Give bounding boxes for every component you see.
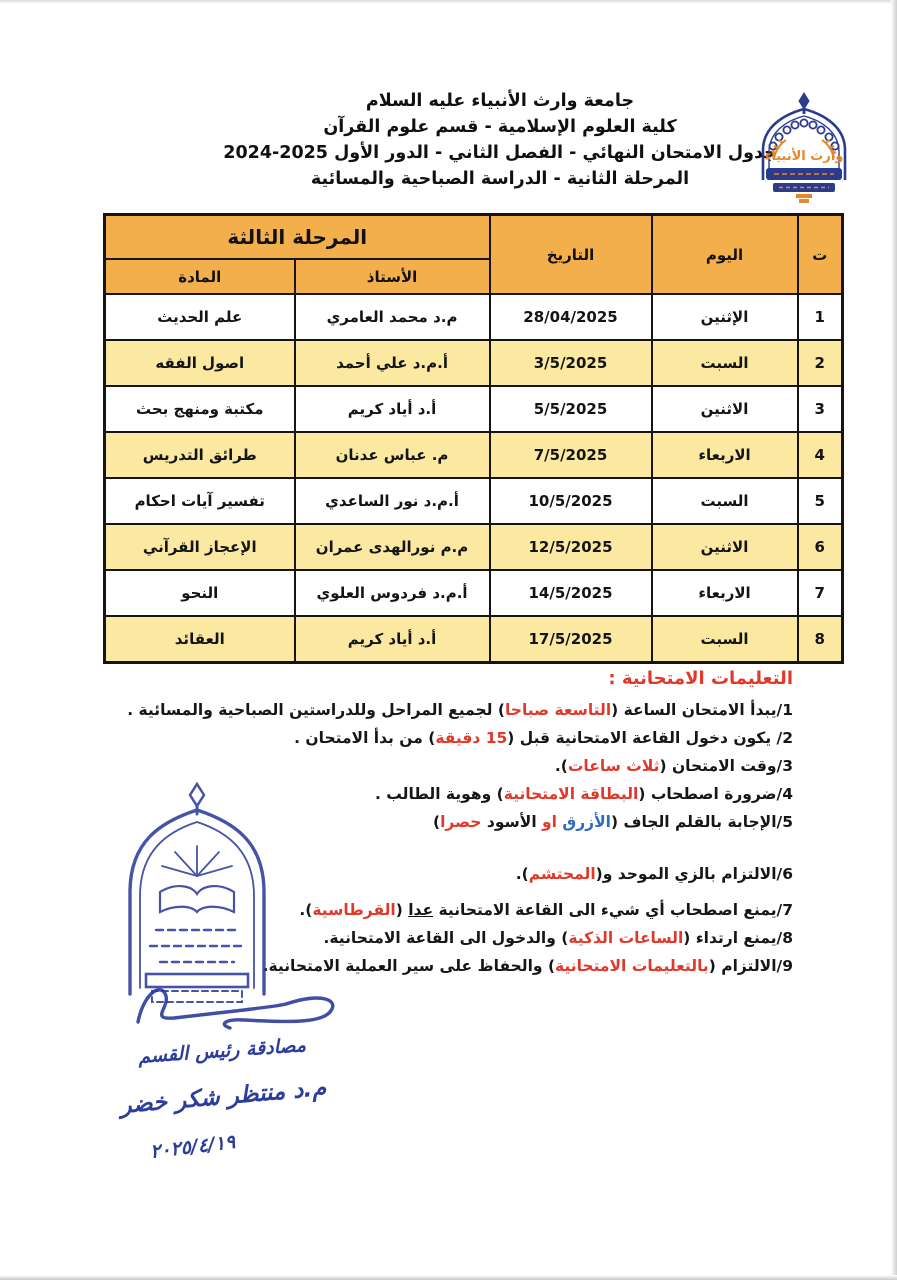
cell-date: 28/04/2025 (490, 294, 652, 340)
instruction-segment: المحتشم (528, 865, 596, 883)
cell-day: السبت (652, 340, 798, 386)
cell-professor: أ.د أياد كريم (295, 386, 490, 432)
cell-no: 3 (798, 386, 843, 432)
cell-date: 14/5/2025 (490, 570, 652, 616)
column-header-subject: المادة (105, 259, 295, 294)
signature-icon (126, 962, 351, 1047)
approval-line-name: م.د منتظر شكر خضر (119, 1075, 328, 1119)
instruction-segment: ) من بدأ الامتحان . (294, 729, 436, 747)
instruction-segment: عدا (408, 901, 434, 919)
instruction-segment: 3/وقت الامتحان ( (659, 757, 793, 775)
stage-header-cell: المرحلة الثالثة (105, 215, 490, 260)
instruction-segment: ثلاث ساعات (567, 757, 660, 775)
instruction-segment: 8/يمنع ارتداء ( (683, 929, 793, 947)
instruction-segment: التاسعة صباحا (504, 701, 612, 719)
instruction-segment: حصرا (440, 813, 482, 831)
cell-no: 2 (798, 340, 843, 386)
instruction-item (143, 752, 793, 780)
exam-table-head (105, 215, 843, 295)
instruction-item (127, 696, 793, 724)
cell-date: 3/5/2025 (490, 340, 652, 386)
cell-no: 1 (798, 294, 843, 340)
cell-day: الاثنين (652, 524, 798, 570)
cell-professor: أ.م.د فردوس العلوي (295, 570, 490, 616)
instruction-segment: 1/يبدأ الامتحان الساعة ( (611, 701, 793, 719)
cell-day: الاثنين (652, 386, 798, 432)
cell-subject: الإعجاز القرآني (105, 524, 295, 570)
instructions-title: التعليمات الامتحانية : (608, 668, 793, 689)
instruction-segment: ) والحفاظ على سير العملية الامتحانية. (262, 957, 556, 975)
university-logo-icon (746, 90, 862, 210)
instruction-segment: 2/ يكون دخول القاعة الامتحانية قبل ( (507, 729, 793, 747)
instruction-segment: القرطاسية (312, 901, 396, 919)
cell-date: 17/5/2025 (490, 616, 652, 663)
exam-table-body (105, 294, 843, 663)
table-row (105, 524, 843, 570)
instruction-segment: 9/الالتزام ( (708, 957, 793, 975)
scan-edge-right (891, 0, 897, 1280)
table-row (105, 340, 843, 386)
cell-day: الاربعاء (652, 432, 798, 478)
instruction-segment: 4/ضرورة اصطحاب ( (638, 785, 793, 803)
instruction-segment: او (542, 813, 557, 831)
header-line-stage: المرحلة الثانية - الدراسة الصباحية والمسائية (310, 169, 690, 189)
cell-day: السبت (652, 478, 798, 524)
instruction-segment: ) لجميع المراحل وللدراستين الصباحية والمسائية . (127, 701, 505, 719)
scan-edge-top (0, 0, 897, 4)
instruction-segment: 15 دقيقة (435, 729, 508, 747)
cell-no: 6 (798, 524, 843, 570)
instruction-segment: ( (395, 901, 409, 919)
approval-line-title: مصادقة رئيس القسم (137, 1034, 307, 1068)
cell-professor: م.م نورالهدى عمران (295, 524, 490, 570)
cell-date: 7/5/2025 (490, 432, 652, 478)
instruction-item (143, 724, 793, 752)
instruction-segment: ). (515, 865, 529, 883)
document-header (150, 88, 850, 192)
scan-edge-bottom (0, 1275, 897, 1280)
cell-date: 10/5/2025 (490, 478, 652, 524)
instruction-segment: الأسود (481, 813, 543, 831)
instruction-segment: 5/الإجابة بالقلم الجاف ( (610, 813, 793, 831)
cell-professor: أ.م.د نور الساعدي (295, 478, 490, 524)
instruction-segment: بالتعليمات الامتحانية (555, 957, 709, 975)
cell-subject: العقائد (105, 616, 295, 663)
cell-subject: علم الحديث (105, 294, 295, 340)
instruction-segment: 6/الالتزام بالزي الموحد و( (595, 865, 793, 883)
column-header-date: التاريخ (490, 215, 652, 295)
cell-subject: النحو (105, 570, 295, 616)
cell-day: الاربعاء (652, 570, 798, 616)
cell-no: 5 (798, 478, 843, 524)
cell-subject: مكتبة ومنهج بحث (105, 386, 295, 432)
cell-day: الإثنين (652, 294, 798, 340)
logo-banner (766, 168, 842, 203)
cell-no: 4 (798, 432, 843, 478)
column-header-no: ت (798, 215, 843, 295)
cell-subject: اصول الفقه (105, 340, 295, 386)
table-row (105, 478, 843, 524)
column-header-professor: الأستاذ (295, 259, 490, 294)
cell-no: 8 (798, 616, 843, 663)
header-line-college: كلية العلوم الإسلامية - قسم علوم القرآن (323, 117, 677, 137)
table-row (105, 432, 843, 478)
instruction-segment: الأزرق (562, 813, 611, 831)
table-row (105, 386, 843, 432)
table-row (105, 616, 843, 663)
instruction-segment: البطاقة الامتحانية (503, 785, 639, 803)
instruction-segment: ) وهوية الطالب . (374, 785, 504, 803)
instruction-segment: ) (432, 813, 441, 831)
cell-subject: تفسير آيات احكام (105, 478, 295, 524)
header-line-university: جامعة وارث الأنبياء عليه السلام (365, 91, 635, 111)
instruction-segment: 7/يمنع اصطحاب أي شيء الى القاعة الامتحانية (433, 901, 793, 919)
instruction-segment: ) والدخول الى القاعة الامتحانية. (323, 929, 569, 947)
cell-date: 5/5/2025 (490, 386, 652, 432)
instruction-segment: الساعات الذكية (568, 929, 684, 947)
instruction-segment: ). (299, 901, 313, 919)
exam-table-wrap (103, 213, 841, 664)
table-row (105, 570, 843, 616)
column-header-day: اليوم (652, 215, 798, 295)
logo-arabic-name: وارث الأنبياء (764, 149, 844, 164)
cell-professor: أ.م.د علي أحمد (295, 340, 490, 386)
cell-professor: أ.د أياد كريم (295, 616, 490, 663)
cell-day: السبت (652, 616, 798, 663)
cell-professor: م.د محمد العامري (295, 294, 490, 340)
approval-date: ٢٠٢٥/٤/١٩ (148, 1130, 237, 1164)
exam-table (103, 213, 844, 664)
cell-professor: م. عباس عدنان (295, 432, 490, 478)
table-row (105, 294, 843, 340)
header-line-schedule: جدول الامتحان النهائي - الفصل الثاني - الدور الأول 2025-2024 (223, 143, 777, 163)
cell-no: 7 (798, 570, 843, 616)
instruction-segment: ). (554, 757, 568, 775)
cell-subject: طرائق التدريس (105, 432, 295, 478)
cell-date: 12/5/2025 (490, 524, 652, 570)
